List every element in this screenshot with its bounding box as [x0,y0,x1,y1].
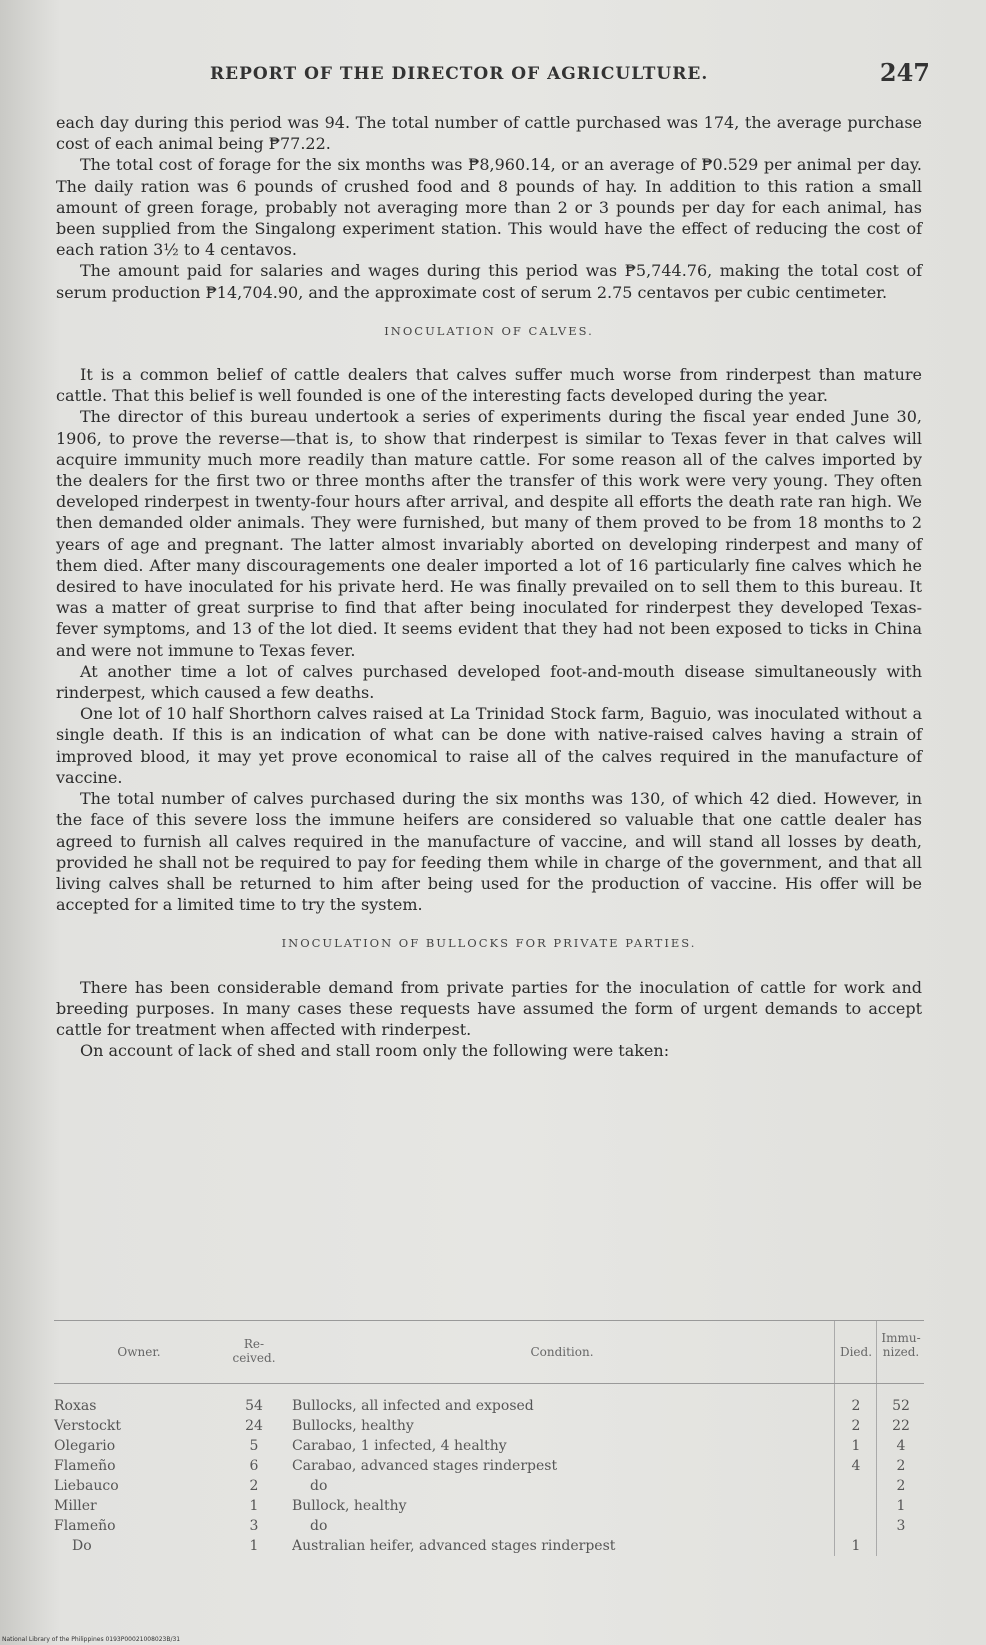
cell-condition: Bullock, healthy [292,1498,407,1514]
column-divider [876,1456,877,1476]
table-row [54,1476,924,1496]
page-number: 247 [879,58,930,87]
cell-condition: do [310,1518,328,1534]
column-divider [834,1396,835,1416]
cell-died: 2 [851,1418,861,1434]
column-divider [834,1456,835,1476]
header-immunized [878,1331,924,1359]
header-owner: Owner. [117,1345,161,1359]
cell-died: 4 [851,1458,861,1474]
cell-owner: Olegario [54,1438,116,1454]
cell-immunized: 2 [896,1458,906,1474]
cell-condition: Carabao, advanced stages rinderpest [292,1458,558,1474]
column-divider [834,1416,835,1436]
page-header [110,58,930,88]
cell-died: 1 [851,1538,861,1554]
paragraph: The amount paid for salaries and wages during this period was ₱5,744.76, making the total cost of serum production ₱14,704.90, and the approximate cost of serum 2.75 centavos per cubic centimeter. [56,261,922,302]
column-divider [876,1516,877,1536]
cell-owner: Flameño [54,1518,116,1534]
cell-condition: Carabao, 1 infected, 4 healthy [292,1438,507,1454]
cell-immunized: 2 [896,1478,906,1494]
table-row [54,1396,924,1416]
cattle-table [54,1320,924,1556]
paragraph: There has been considerable demand from private parties for the inoculation of cattle for work and breeding purposes. In many cases these requests have assumed the form of urgent demands to accept cattle for treatment when affected with rinderpest. [56,977,922,1039]
section-heading: INOCULATION OF CALVES. [384,323,594,338]
column-divider [876,1436,877,1456]
table-row [54,1456,924,1476]
cell-received: 6 [249,1458,259,1474]
cell-received: 1 [249,1498,259,1514]
cell-immunized: 1 [896,1498,906,1514]
paragraph: The total number of calves purchased during the six months was 130, of which 42 died. However, in the face of this severe loss the immune heifers are considered so valuable that one cattle dealer has agreed to furnish all calves required in the manufacture of vaccine, and will stand all losses by death, provided he shall not be required to pay for feeding them while in charge of the government, and that all living calves shall be returned to him after being used for the production of vaccine. His offer will be accepted for a limited time to try the system. [56,789,922,915]
cell-immunized: 4 [896,1438,906,1454]
cell-condition: do [310,1478,328,1494]
column-divider [876,1496,877,1516]
header-immunized-line2: nized. [882,1345,920,1359]
paragraph: each day during this period was 94. The total number of cattle purchased was 174, the average purchase cost of each animal being ₱77.22. [56,113,922,154]
cell-received: 1 [249,1538,259,1554]
table-row [54,1436,924,1456]
cell-immunized: 3 [896,1518,906,1534]
column-divider [876,1416,877,1436]
cell-immunized: 22 [892,1418,910,1434]
page-body [56,112,922,1061]
table-row [54,1516,924,1536]
header-condition: Condition. [530,1345,594,1359]
column-divider [834,1321,835,1383]
paragraph: At another time a lot of calves purchased developed foot-and-mouth disease simultaneously with rinderpest, which caused a few deaths. [56,661,922,703]
cell-received: 2 [249,1478,259,1494]
table-rows [54,1396,924,1556]
cell-owner: Roxas [54,1398,97,1414]
cell-condition: Australian heifer, advanced stages rinderpest [292,1538,616,1554]
header-received-line1: Re- [243,1337,265,1351]
cell-owner: Do [72,1538,92,1554]
column-divider [834,1536,835,1556]
column-divider [876,1476,877,1496]
column-divider [876,1536,877,1556]
header-died: Died. [839,1345,873,1359]
table-row [54,1536,924,1556]
header-received-line2: ceived. [232,1351,276,1365]
cell-owner: Flameño [54,1458,116,1474]
column-divider [876,1396,877,1416]
cell-died: 2 [851,1398,861,1414]
column-divider [834,1384,835,1396]
footer-source: National Library of the Philippines 0193P00021008023B/31 [2,1636,181,1643]
cell-died: 1 [851,1438,861,1454]
header-received [224,1337,284,1365]
section-heading: INOCULATION OF BULLOCKS FOR PRIVATE PARTIES. [281,936,697,951]
column-divider [834,1476,835,1496]
running-title: REPORT OF THE DIRECTOR OF AGRICULTURE. [210,64,709,84]
paragraph: One lot of 10 half Shorthorn calves raised at La Trinidad Stock farm, Baguio, was inoculated without a single death. If this is an indication of what can be done with native-raised calves having a strain of improved blood, it may yet prove economical to raise all of the calves required in the manufacture of vaccine. [56,704,922,787]
column-divider [876,1384,877,1396]
paragraph: It is a common belief of cattle dealers that calves suffer much worse from rinderpest than mature cattle. That this belief is well founded is one of the interesting facts developed during the year. [56,365,922,406]
cell-owner: Liebauco [54,1478,119,1494]
paragraph: The director of this bureau undertook a series of experiments during the fiscal year ended June 30, 1906, to prove the reverse—that is, to show that rinderpest is similar to Texas fever in that calves will acquire immunity much more readily than mature cattle. For some reason all of the calves imported by the dealers for the first two or three months after the transfer of this work were very young. They often developed rinderpest in twenty-four hours after arrival, and despite all efforts the death rate ran high. We then demanded older animals. They were furnished, but many of them proved to be from 18 months to 2 years of age and pregnant. The latter almost invariably aborted on developing rinderpest and many of them died. After many discouragements one dealer imported a lot of 16 particularly fine calves which he desired to have inoculated for his private herd. He was finally prevailed on to sell them to this bureau. It was a matter of great surprise to find that after being inoculated for rinderpest they developed Texas-fever symptoms, and 13 of the lot died. It seems evident that they had not been exposed to ticks in China and were not immune to Texas fever. [56,407,922,660]
table-row [54,1496,924,1516]
column-divider [834,1436,835,1456]
cell-immunized: 52 [892,1398,910,1414]
cell-condition: Bullocks, healthy [292,1418,414,1434]
cell-received: 3 [249,1518,259,1534]
cell-owner: Verstockt [54,1418,121,1434]
column-divider [834,1516,835,1536]
paragraph: On account of lack of shed and stall room only the following were taken: [80,1041,670,1061]
paragraph: The total cost of forage for the six months was ₱8,960.14, or an average of ₱0.529 per animal per day. The daily ration was 6 pounds of crushed food and 8 pounds of hay. In addition to this ration a small amount of green forage, probably not averaging more than 2 or 3 pounds per day for each animal, has been supplied from the Singalong experiment station. This would have the effect of reducing the cost of each ration 3½ to 4 centavos. [56,155,922,260]
cell-received: 24 [245,1418,263,1434]
header-immunized-line1: Immu- [881,1331,921,1345]
column-divider [876,1321,877,1383]
cell-received: 5 [249,1438,259,1454]
column-divider [834,1496,835,1516]
table-header [54,1320,924,1384]
cell-owner: Miller [54,1498,97,1514]
table-spacer [54,1384,924,1396]
table-row [54,1416,924,1436]
cell-condition: Bullocks, all infected and exposed [292,1398,534,1414]
cell-received: 54 [245,1398,263,1414]
